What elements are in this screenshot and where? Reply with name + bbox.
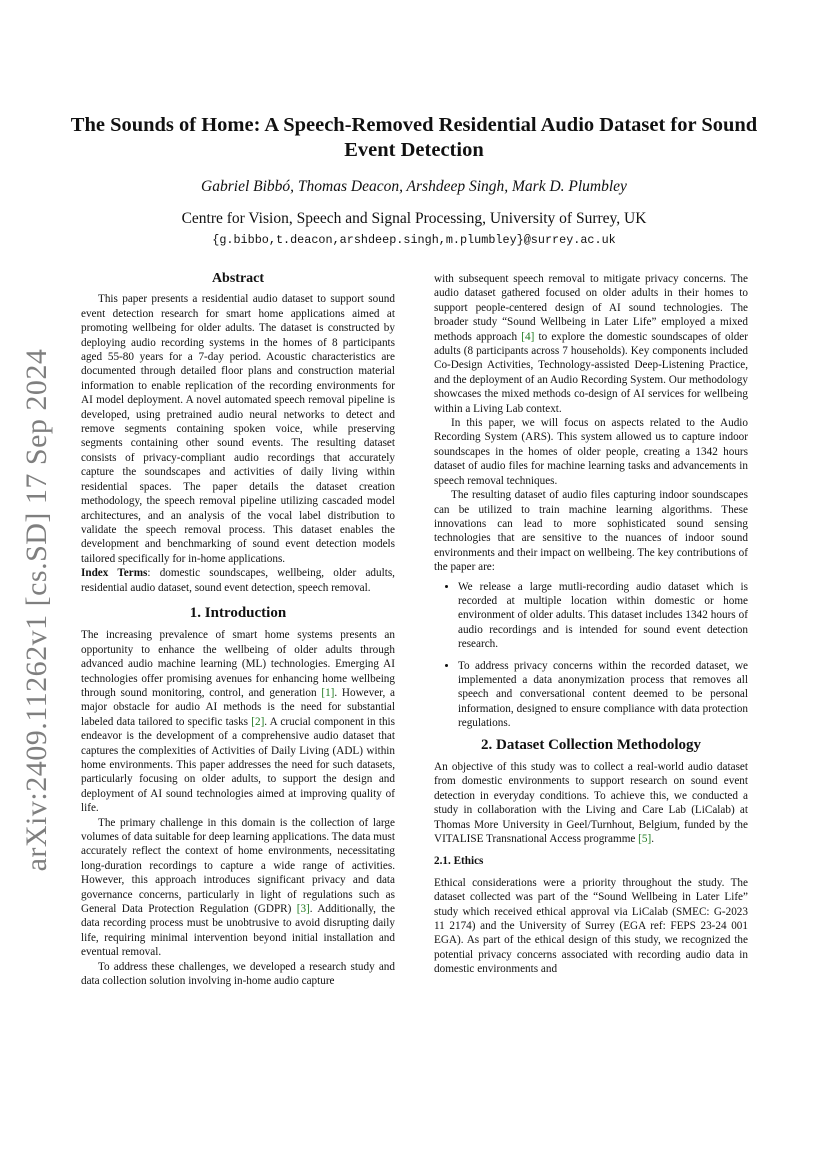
abstract-text: This paper presents a residential audio dataset to support sound event detection research for smart home applications aimed at promoting wellbeing for older adults. The dataset is constructed by deploying audio recording systems in the homes of 8 participants aged 55-80 years for a 7-day period. Acoustic characteristics are documented through detailed floor plans and construction material information to enable replication of the recording environments for AI model deployment. A novel automated speech removal pipeline is developed, using pretrained audio neural networks to detect and remove segments containing spoken voice, while preserving segments containing other sound events. The resulting dataset consists of privacy-compliant audio recordings that accurately capture the soundscapes and activities of daily living within residential spaces. The paper details the dataset creation methodology, the speech removal pipeline utilizing cascaded model architectures, and an analysis of the vocal label distribution to validate the speech removal process. This dataset enables the development and benchmarking of sound event detection models tailored specifically for in-home applications. (81, 293, 395, 565)
paper-title: The Sounds of Home: A Speech-Removed Residential Audio Dataset for Sound Event Detection (70, 114, 758, 161)
intro-paragraph-2: The primary challenge in this domain is the collection of large volumes of data suitable for deep learning applications. The data must accurately reflect the context of home environments, necessitating long-duration recordings to capture a wide range of activities. However, this approach introduces significant privacy and data governance concerns, particularly in light of regulations such as General Data Protection Regulation (GDPR) [3]. Additionally, the data recording process must be unobtrusive to avoid disrupting daily life, requiring minimal intervention beyond initial installation and eventual removal. (81, 816, 395, 959)
abstract-heading: Abstract (211, 271, 265, 286)
left-column (81, 272, 395, 989)
list-item: • To address privacy concerns within the recorded dataset, we implemented a data anonymization process that removes all speech and conversational content deemed to be personal information, designed to ensure compliance with data protection regulations. (458, 659, 748, 731)
right-paragraph-1: with subsequent speech removal to mitigate privacy concerns. The audio dataset gathered focused on older adults in their homes to support people-centered design of AI sound technologies. The broader study “Sound Wellbeing in Later Life” employed a mixed methods approach [4] to explore the domestic soundscapes of older adults (8 participants across 7 households). Key components included Co-Design Activities, Technology-assisted Deep-Listening Practice, and the deployment of an Audio Recording System. Our methodology showcases the mixed methods co-design of AI services for wellbeing within a Living Lab context. (434, 273, 748, 415)
subsection-ethics-heading: 2.1. Ethics (434, 855, 484, 868)
arxiv-stamp (14, 348, 60, 872)
index-terms-text: : domestic soundscapes, wellbeing, older adults, residential audio dataset, sound event detection, speech removal. (81, 567, 395, 594)
list-item: • We release a large mutli-recording audio dataset which is recorded at multiple location within domestic or home environment of older adults. This dataset includes 1342 hours of audio recordings and is intended for sound event detection research. (458, 580, 748, 652)
ethics-paragraph: Ethical considerations were a priority throughout the study. The dataset collected was part of the “Sound Wellbeing in Later Life” study which received ethical approval via LiCalab (SMEC: G-2023 11 2174) and the University of Surrey (EGA ref: FEPS 23-24 001 EGA). As part of the ethical design of this study, we recognized the potential privacy concerns associated with recording audio data in domestic environments and (434, 876, 748, 976)
intro-paragraph-1: The increasing prevalence of smart home systems presents an opportunity to enhance the wellbeing of older adults through advanced audio machine learning (ML) technologies. Emerging AI technologies offer promising avenues for enhancing home wellbeing through sound monitoring, control, and generation [1]. However, a major obstacle for audio AI methods is the need for substantial labeled data tailored to specific tasks [2]. A crucial component in this endeavor is the development of a comprehensive audio dataset that captures the complexities of Activities of Daily Living (ADL) within home environments. This paper addresses the need for such datasets, particularly focusing on older adults, to support the design and deployment of AI sound technologies aimed at improving quality of life. (81, 629, 396, 815)
index-terms (81, 566, 395, 595)
index-terms-label: Index Terms (81, 567, 148, 580)
affiliation: Centre for Vision, Speech and Signal Processing, University of Surrey, UK (181, 210, 647, 227)
right-paragraph-2: In this paper, we will focus on aspects related to the Audio Recording System (ARS). This system allowed us to capture indoor soundscapes in the homes of older people, creating a 1342 hours dataset of audio files for machine learning tasks and advancements in speech removal techniques. (434, 417, 748, 487)
arxiv-id: arXiv:2409.11262v1 [cs.SD] 17 Sep 2024 (20, 348, 53, 872)
citation-link[interactable]: [4] (521, 330, 535, 343)
citation-link[interactable]: [3] (296, 903, 310, 916)
citation-link[interactable]: [1] (321, 686, 335, 699)
intro-heading: 1. Introduction (189, 604, 287, 621)
right-paragraph-3: The resulting dataset of audio files capturing indoor soundscapes can be utilized to train machine learning algorithms. These innovations can lead to more sophisticated sound sensing technologies that are sensitive to the nuances of indoor sound environments and their impact on wellbeing. The key contributions of the paper are: (434, 489, 748, 574)
author-emails: {g.bibbo,t.deacon,arshdeep.singh,m.plumbley}@surrey.ac.uk (212, 233, 616, 247)
right-column (434, 272, 748, 977)
author-list: Gabriel Bibbó, Thomas Deacon, Arshdeep Singh, Mark D. Plumbley (201, 178, 627, 195)
section-2-heading: 2. Dataset Collection Methodology (481, 736, 701, 753)
section-2-paragraph: An objective of this study was to collect a real-world audio dataset from domestic environments to support research on sound event detection in everyday conditions. To achieve this, we conducted a study in collaboration with the Living and Care Lab (LiCalab) at Thomas More University in Geel/Turnhout, Belgium, funded by the VITALISE Transnational Access programme [5]. (434, 761, 748, 846)
contribution-list (434, 580, 748, 731)
intro-paragraph-3: To address these challenges, we developed a research study and data collection solution involving in-home audio capture (81, 960, 395, 988)
citation-link[interactable]: [5] (638, 833, 652, 846)
citation-link[interactable]: [2] (251, 715, 265, 728)
